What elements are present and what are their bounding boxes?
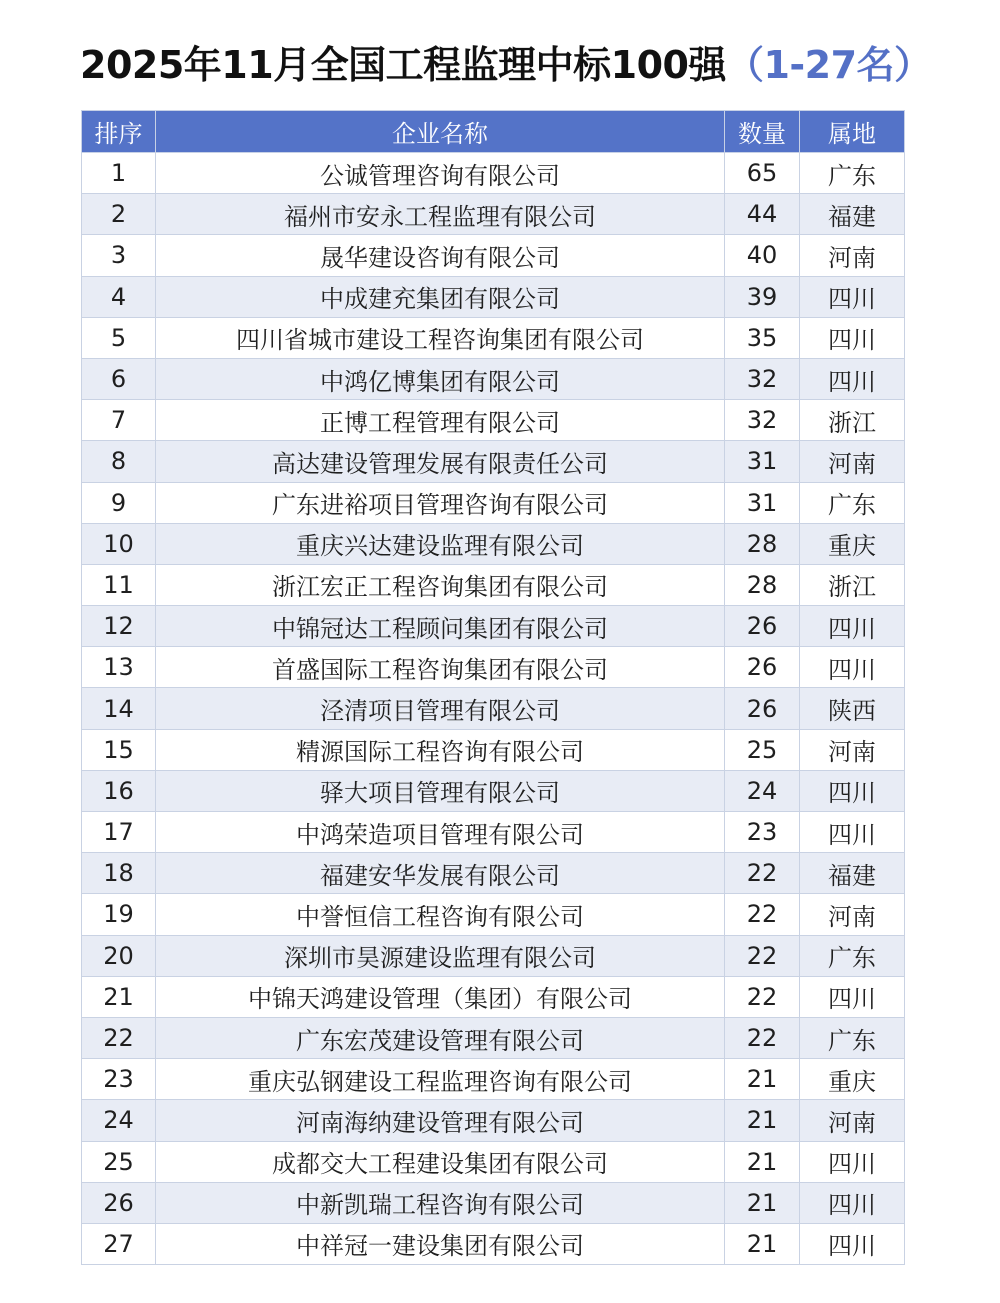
cell-count: 23: [725, 812, 800, 853]
cell-count: 28: [725, 523, 800, 564]
table-row: [82, 812, 905, 853]
cell-company: 泾清项目管理有限公司: [156, 688, 725, 729]
cell-count: 32: [725, 358, 800, 399]
cell-rank: 14: [82, 688, 156, 729]
cell-rank: 8: [82, 441, 156, 482]
cell-region: 四川: [800, 812, 905, 853]
table-row: [82, 482, 905, 523]
cell-rank: 18: [82, 853, 156, 894]
cell-count: 25: [725, 729, 800, 770]
cell-rank: 22: [82, 1017, 156, 1058]
cell-company: 首盛国际工程咨询集团有限公司: [156, 647, 725, 688]
cell-company: 中锦天鸿建设管理（集团）有限公司: [156, 976, 725, 1017]
table-row: [82, 1017, 905, 1058]
cell-rank: 20: [82, 935, 156, 976]
cell-company: 中成建充集团有限公司: [156, 276, 725, 317]
table-header-row: [82, 111, 905, 153]
page-title: [80, 34, 932, 89]
cell-rank: 25: [82, 1141, 156, 1182]
cell-region: 广东: [800, 482, 905, 523]
cell-rank: 21: [82, 976, 156, 1017]
cell-count: 21: [725, 1141, 800, 1182]
cell-region: 浙江: [800, 564, 905, 605]
cell-company: 浙江宏正工程咨询集团有限公司: [156, 564, 725, 605]
table-row: [82, 400, 905, 441]
cell-count: 32: [725, 400, 800, 441]
cell-count: 21: [725, 1182, 800, 1223]
cell-region: 重庆: [800, 523, 905, 564]
cell-count: 28: [725, 564, 800, 605]
cell-count: 35: [725, 317, 800, 358]
cell-rank: 26: [82, 1182, 156, 1223]
cell-count: 26: [725, 688, 800, 729]
cell-company: 中祥冠一建设集团有限公司: [156, 1223, 725, 1264]
cell-company: 重庆弘钢建设工程监理咨询有限公司: [156, 1059, 725, 1100]
table-row: [82, 1182, 905, 1223]
cell-rank: 12: [82, 606, 156, 647]
ranking-table: [81, 110, 905, 1265]
cell-count: 26: [725, 606, 800, 647]
title-main: 2025年11月全国工程监理中标100强: [80, 43, 726, 87]
cell-company: 晟华建设咨询有限公司: [156, 235, 725, 276]
cell-count: 21: [725, 1223, 800, 1264]
cell-region: 四川: [800, 1223, 905, 1264]
table-body: [82, 153, 905, 1265]
cell-count: 24: [725, 770, 800, 811]
cell-region: 四川: [800, 276, 905, 317]
cell-company: 精源国际工程咨询有限公司: [156, 729, 725, 770]
cell-count: 39: [725, 276, 800, 317]
cell-count: 40: [725, 235, 800, 276]
cell-rank: 9: [82, 482, 156, 523]
table-row: [82, 1223, 905, 1264]
cell-region: 四川: [800, 1182, 905, 1223]
header-company: 企业名称: [156, 111, 725, 153]
header-region: 属地: [800, 111, 905, 153]
cell-count: 22: [725, 935, 800, 976]
cell-rank: 7: [82, 400, 156, 441]
cell-region: 四川: [800, 358, 905, 399]
cell-company: 成都交大工程建设集团有限公司: [156, 1141, 725, 1182]
cell-region: 河南: [800, 729, 905, 770]
cell-rank: 1: [82, 153, 156, 194]
table-row: [82, 358, 905, 399]
table-row: [82, 194, 905, 235]
cell-region: 河南: [800, 894, 905, 935]
table-row: [82, 1100, 905, 1141]
cell-company: 河南海纳建设管理有限公司: [156, 1100, 725, 1141]
cell-region: 四川: [800, 1141, 905, 1182]
cell-rank: 23: [82, 1059, 156, 1100]
cell-rank: 4: [82, 276, 156, 317]
cell-region: 四川: [800, 647, 905, 688]
cell-company: 广东进裕项目管理咨询有限公司: [156, 482, 725, 523]
table-row: [82, 441, 905, 482]
cell-rank: 2: [82, 194, 156, 235]
cell-company: 公诚管理咨询有限公司: [156, 153, 725, 194]
cell-count: 26: [725, 647, 800, 688]
cell-company: 四川省城市建设工程咨询集团有限公司: [156, 317, 725, 358]
table-row: [82, 235, 905, 276]
cell-count: 65: [725, 153, 800, 194]
table-row: [82, 523, 905, 564]
table-row: [82, 564, 905, 605]
cell-company: 正博工程管理有限公司: [156, 400, 725, 441]
table-row: [82, 729, 905, 770]
cell-region: 四川: [800, 770, 905, 811]
cell-company: 中锦冠达工程顾问集团有限公司: [156, 606, 725, 647]
cell-rank: 17: [82, 812, 156, 853]
cell-region: 四川: [800, 976, 905, 1017]
table-row: [82, 1141, 905, 1182]
table-row: [82, 853, 905, 894]
table-row: [82, 647, 905, 688]
cell-rank: 19: [82, 894, 156, 935]
cell-company: 中新凯瑞工程咨询有限公司: [156, 1182, 725, 1223]
cell-region: 重庆: [800, 1059, 905, 1100]
cell-region: 陕西: [800, 688, 905, 729]
cell-rank: 6: [82, 358, 156, 399]
table-row: [82, 317, 905, 358]
cell-count: 31: [725, 441, 800, 482]
cell-region: 广东: [800, 153, 905, 194]
cell-company: 中鸿荣造项目管理有限公司: [156, 812, 725, 853]
cell-rank: 13: [82, 647, 156, 688]
cell-company: 福建安华发展有限公司: [156, 853, 725, 894]
cell-region: 四川: [800, 317, 905, 358]
cell-region: 河南: [800, 441, 905, 482]
cell-count: 21: [725, 1059, 800, 1100]
table-row: [82, 935, 905, 976]
cell-count: 22: [725, 894, 800, 935]
cell-region: 广东: [800, 1017, 905, 1058]
table-row: [82, 276, 905, 317]
cell-rank: 10: [82, 523, 156, 564]
cell-region: 福建: [800, 194, 905, 235]
cell-company: 驿大项目管理有限公司: [156, 770, 725, 811]
cell-region: 浙江: [800, 400, 905, 441]
table-row: [82, 894, 905, 935]
cell-count: 22: [725, 976, 800, 1017]
cell-company: 福州市安永工程监理有限公司: [156, 194, 725, 235]
table-row: [82, 976, 905, 1017]
cell-region: 广东: [800, 935, 905, 976]
table-row: [82, 153, 905, 194]
cell-rank: 5: [82, 317, 156, 358]
cell-count: 22: [725, 1017, 800, 1058]
table-row: [82, 688, 905, 729]
cell-rank: 3: [82, 235, 156, 276]
cell-company: 重庆兴达建设监理有限公司: [156, 523, 725, 564]
cell-region: 河南: [800, 235, 905, 276]
table-row: [82, 606, 905, 647]
cell-count: 21: [725, 1100, 800, 1141]
cell-count: 22: [725, 853, 800, 894]
cell-region: 河南: [800, 1100, 905, 1141]
cell-company: 中誉恒信工程咨询有限公司: [156, 894, 725, 935]
cell-region: 福建: [800, 853, 905, 894]
table-row: [82, 1059, 905, 1100]
cell-company: 中鸿亿博集团有限公司: [156, 358, 725, 399]
cell-rank: 15: [82, 729, 156, 770]
header-count: 数量: [725, 111, 800, 153]
cell-rank: 24: [82, 1100, 156, 1141]
cell-company: 广东宏茂建设管理有限公司: [156, 1017, 725, 1058]
cell-count: 31: [725, 482, 800, 523]
table-row: [82, 770, 905, 811]
cell-count: 44: [725, 194, 800, 235]
cell-rank: 11: [82, 564, 156, 605]
cell-rank: 16: [82, 770, 156, 811]
header-rank: 排序: [82, 111, 156, 153]
cell-rank: 27: [82, 1223, 156, 1264]
title-range: （1-27名）: [725, 43, 932, 87]
cell-region: 四川: [800, 606, 905, 647]
cell-company: 深圳市昊源建设监理有限公司: [156, 935, 725, 976]
cell-company: 高达建设管理发展有限责任公司: [156, 441, 725, 482]
